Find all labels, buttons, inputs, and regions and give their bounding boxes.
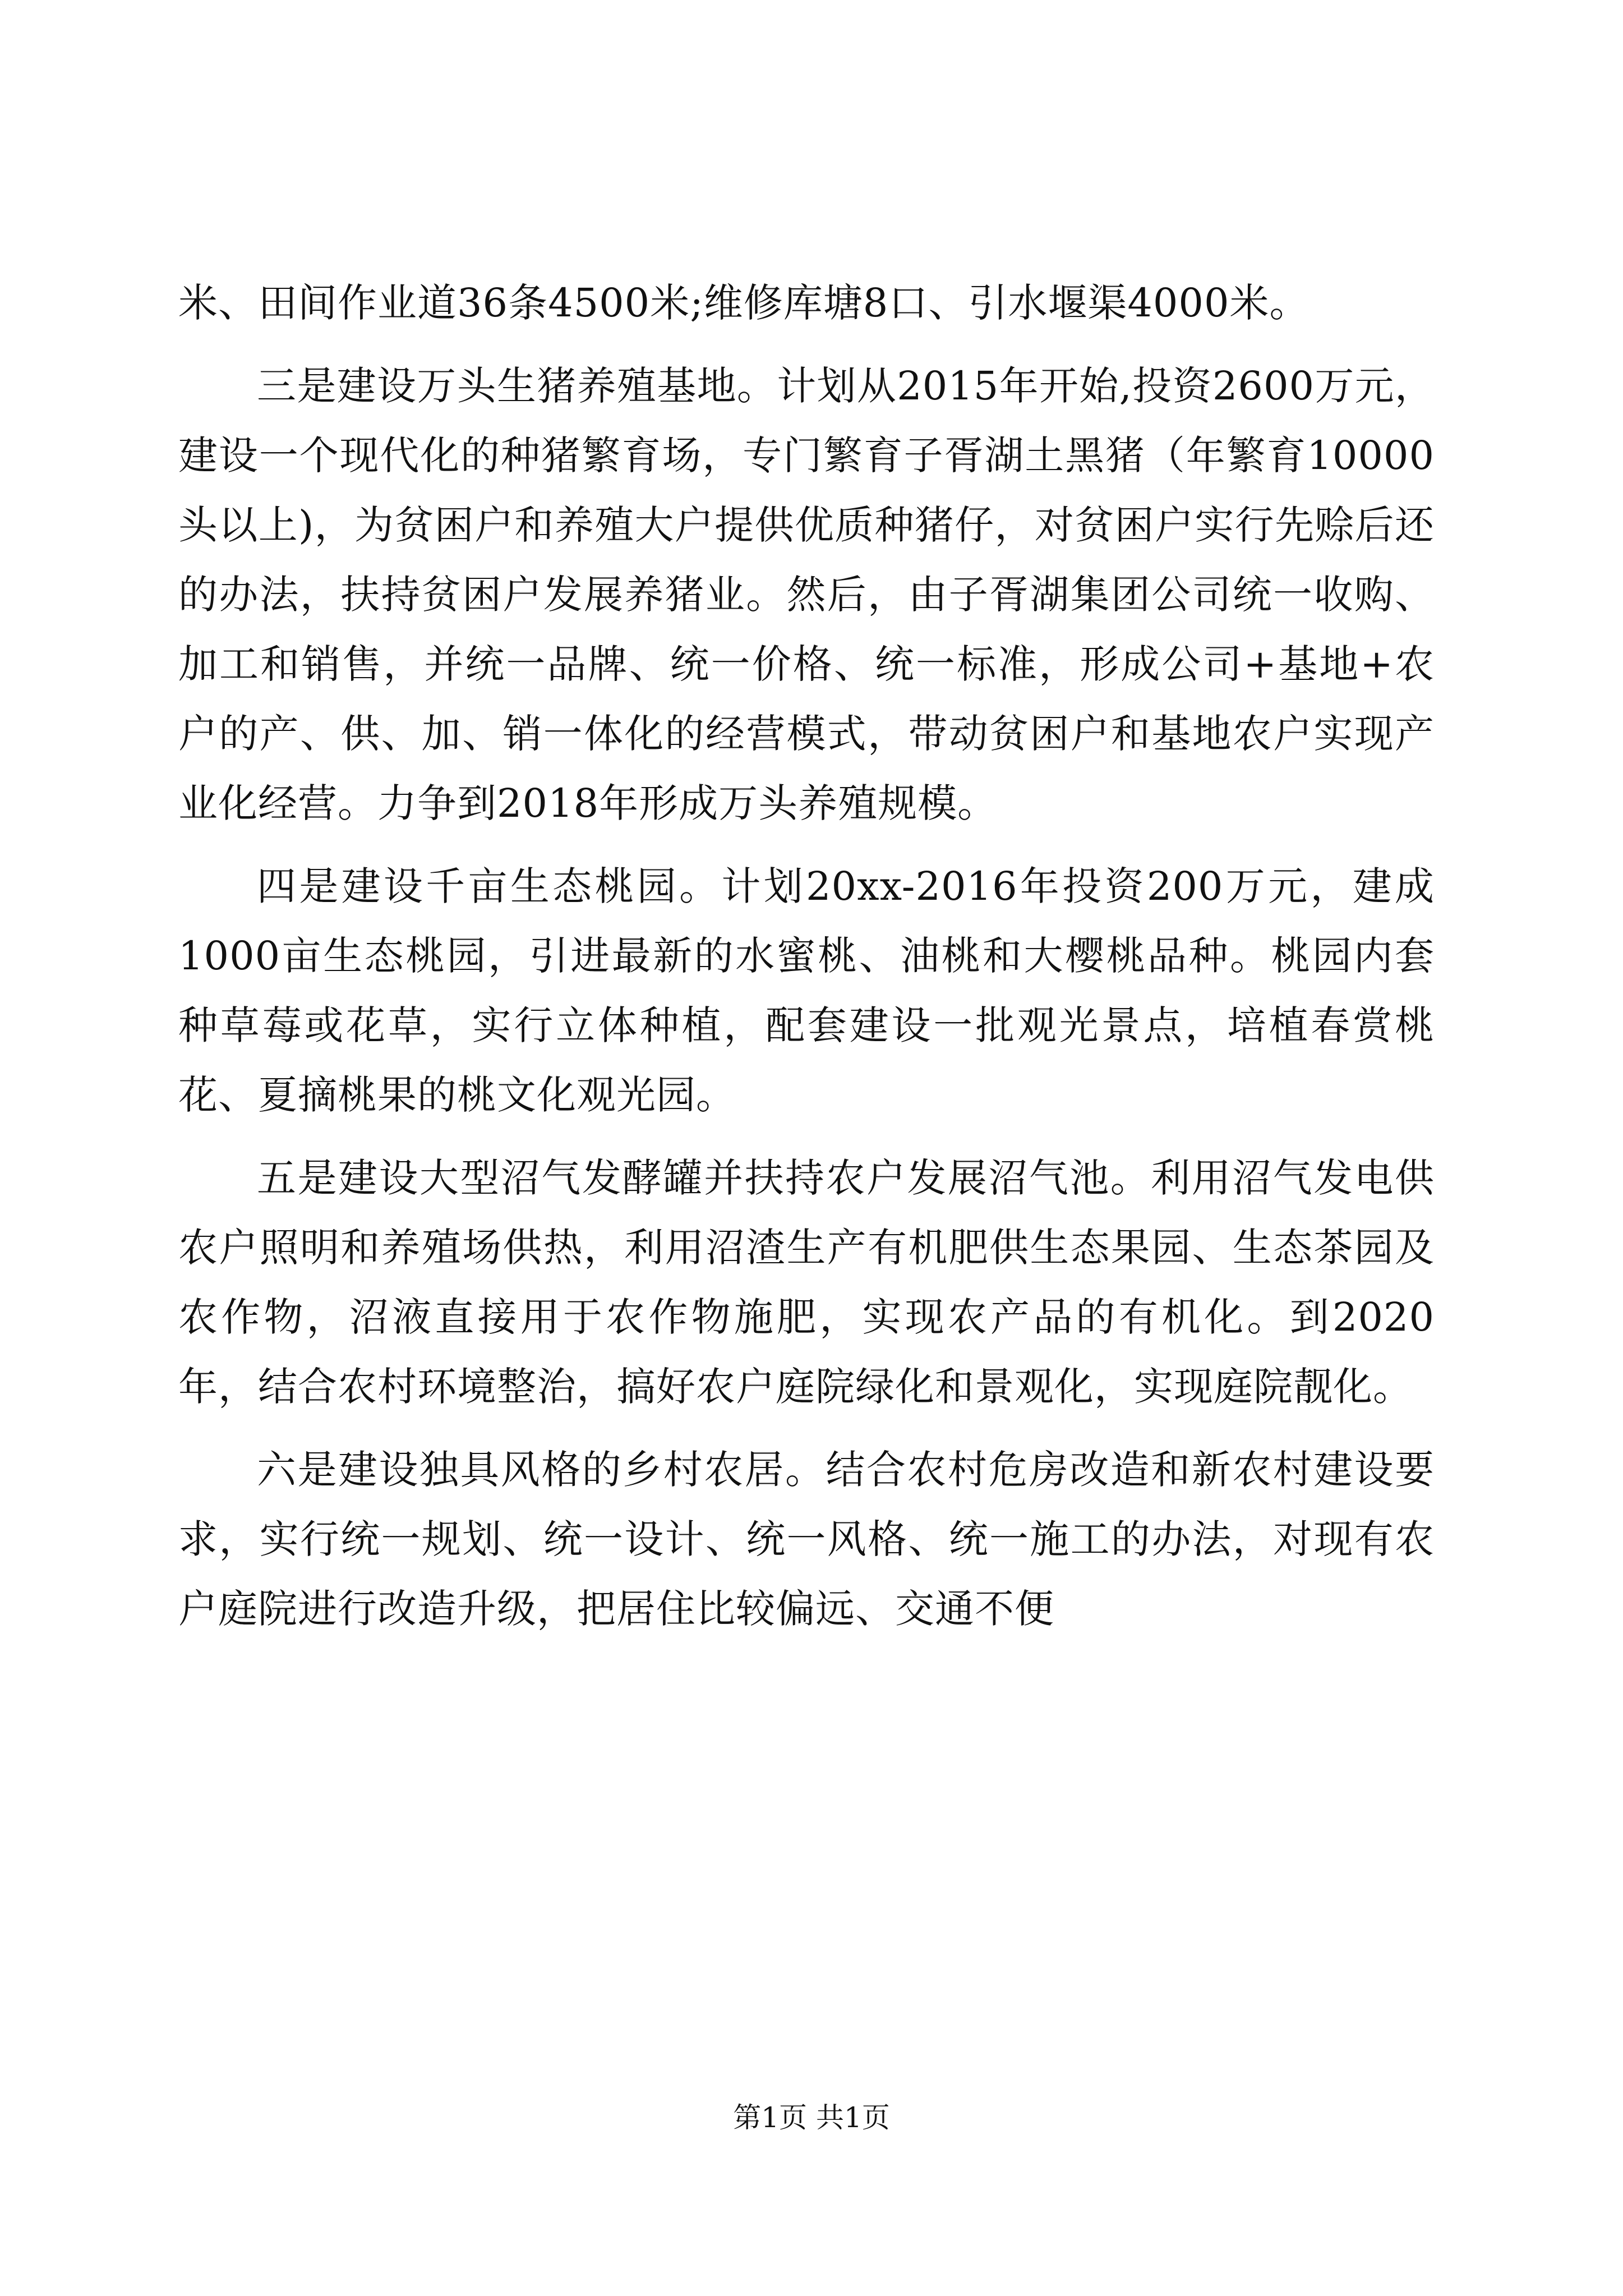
paragraph-pig-farming-base: 三是建设万头生猪养殖基地。计划从2015年开始,投资2600万元，建设一个现代化的种猪繁育场，专门繁育子胥湖土黑猪（年繁育10000头以上)，为贫困户和养殖大户提供优质种猪仔，对贫困户实行先赊后还的办法，扶持贫困户发展养猪业。然后，由子胥湖集团公司统一收购、加工和销售，并统一品牌、统一价格、统一标准，形成公司+基地+农户的产、供、加、销一体化的经营模式，带动贫困户和基地农户实现产业化经营。力争到2018年形成万头养殖规模。 bbox=[178, 363, 1435, 826]
document-body bbox=[178, 268, 1435, 1657]
page-footer: 第1页 共1页 bbox=[733, 2101, 890, 2134]
paragraph-peach-orchard: 四是建设千亩生态桃园。计划20xx-2016年投资200万元，建成1000亩生态桃园，引进最新的水蜜桃、油桃和大樱桃品种。桃园内套种草莓或花草，实行立体种植，配套建设一批观光景点，培植春赏桃花、夏摘桃果的桃文化观光园。 bbox=[178, 863, 1435, 1118]
paragraph-continuation: 米、田间作业道36条4500米;维修库塘8口、引水堰渠4000米。 bbox=[178, 280, 1310, 326]
paragraph-biogas: 五是建设大型沼气发酵罐并扶持农户发展沼气池。利用沼气发电供农户照明和养殖场供热，利用沼渣生产有机肥供生态果园、生态茶园及农作物，沼液直接用于农作物施肥，实现农产品的有机化。到2020年，结合农村环境整治，搞好农户庭院绿化和景观化，实现庭院靓化。 bbox=[178, 1155, 1435, 1410]
paragraph-rural-housing: 六是建设独具风格的乡村农居。结合农村危房改造和新农村建设要求，实行统一规划、统一设计、统一风格、统一施工的办法，对现有农户庭院进行改造升级，把居住比较偏远、交通不便 bbox=[178, 1447, 1435, 1632]
